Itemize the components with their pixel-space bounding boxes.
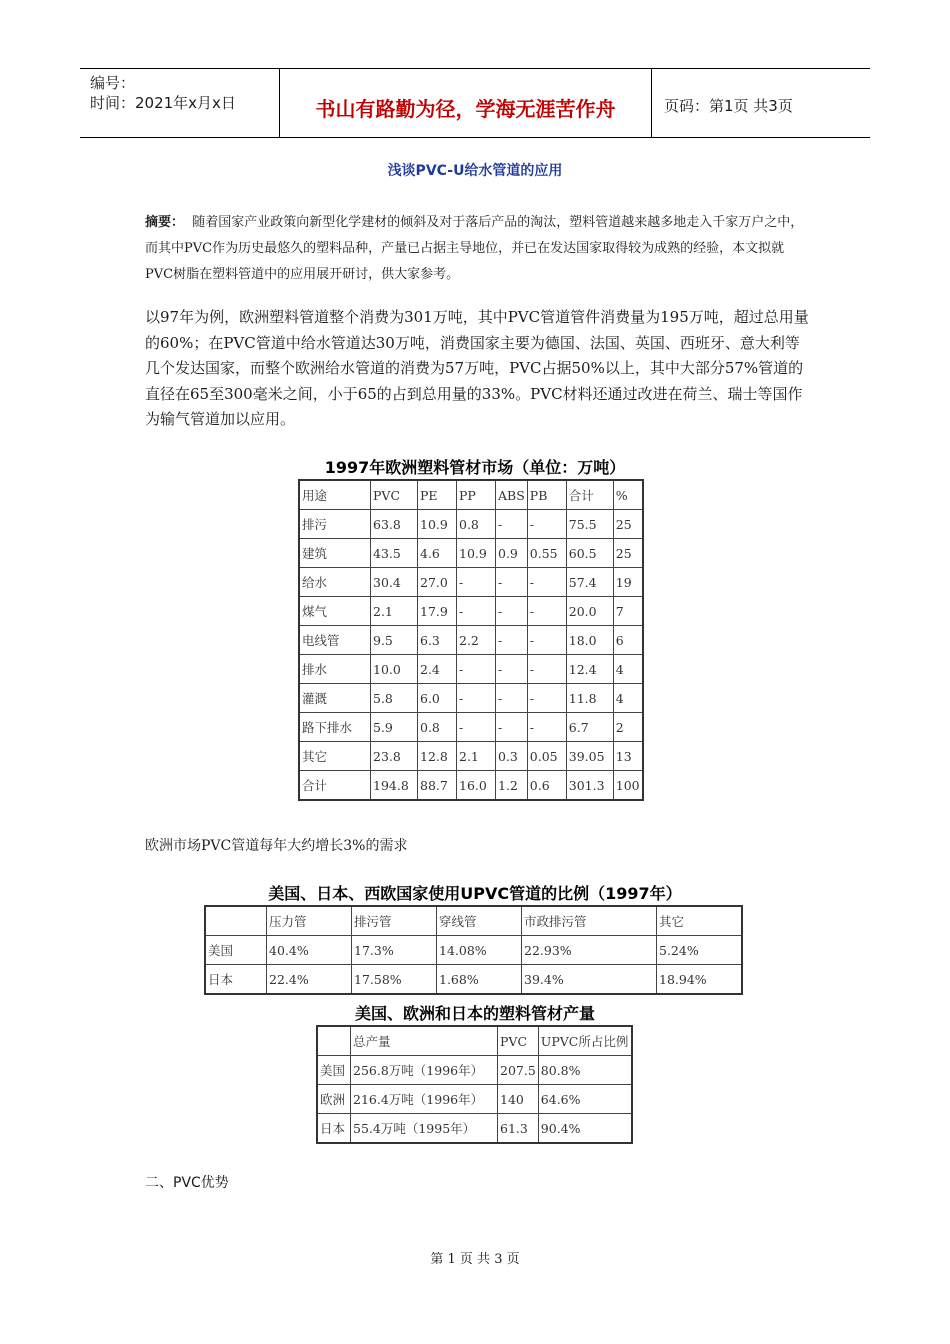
table-cell: 5.24% — [657, 936, 743, 965]
table-cell: - — [496, 684, 528, 713]
table-cell: 57.4 — [566, 568, 613, 597]
table-cell: 90.4% — [538, 1114, 632, 1144]
abstract-text: 随着国家产业政策向新型化学建材的倾斜及对于落后产品的淘汰，塑料管道越来越多地走入千家万户之中，而其中PVC作为历史最悠久的塑料品种，产量已占据主导地位，并已在发达国家取得较为成熟的经验，本文拟就PVC树脂在塑料管道中的应用展开研讨，供大家参考。 — [145, 215, 804, 282]
table-row — [317, 1056, 632, 1085]
table-cell: 12.8 — [418, 742, 457, 771]
table-row — [299, 771, 643, 801]
table-cell: 建筑 — [299, 539, 371, 568]
table-cell: 13 — [613, 742, 643, 771]
table-cell: 194.8 — [371, 771, 418, 801]
table-cell: 64.6% — [538, 1085, 632, 1114]
table-cell: 日本 — [205, 965, 267, 995]
table-header-cell: 排污管 — [352, 906, 437, 936]
table-cell: 5.8 — [371, 684, 418, 713]
table-cell: - — [527, 713, 566, 742]
table-cell: 灌溉 — [299, 684, 371, 713]
table-cell: 20.0 — [566, 597, 613, 626]
time-label: 时间：2021年x月x日 — [90, 94, 236, 112]
table-cell: - — [527, 568, 566, 597]
table-cell: 207.5 — [498, 1056, 539, 1085]
table-cell: 6.0 — [418, 684, 457, 713]
table-cell: - — [496, 713, 528, 742]
table-cell: 63.8 — [371, 510, 418, 539]
table-cell: 2.1 — [371, 597, 418, 626]
table-cell: 1.68% — [437, 965, 522, 995]
table-cell: - — [527, 626, 566, 655]
table-cell: - — [457, 684, 496, 713]
table-cell: 75.5 — [566, 510, 613, 539]
table-cell: 43.5 — [371, 539, 418, 568]
table-header-row — [299, 480, 643, 510]
table-cell: 美国 — [317, 1056, 351, 1085]
table-cell: 55.4万吨（1995年） — [351, 1114, 498, 1144]
table-cell: 39.05 — [566, 742, 613, 771]
table-header-cell: PVC — [498, 1026, 539, 1056]
table-cell: - — [496, 626, 528, 655]
table-header-cell: PP — [457, 480, 496, 510]
table-cell: 6.7 — [566, 713, 613, 742]
europe-market-table — [298, 479, 644, 801]
table-header-cell — [317, 1026, 351, 1056]
table-row — [299, 539, 643, 568]
section-heading: 二、PVC优势 — [145, 1175, 229, 1191]
table-header-cell: 合计 — [566, 480, 613, 510]
table-header-cell: PE — [418, 480, 457, 510]
table-cell: 其它 — [299, 742, 371, 771]
table-cell: 6 — [613, 626, 643, 655]
table-cell: 17.3% — [352, 936, 437, 965]
table-row — [299, 655, 643, 684]
table-cell: - — [457, 568, 496, 597]
table-cell: 煤气 — [299, 597, 371, 626]
table-cell: 1.2 — [496, 771, 528, 801]
table-cell: 301.3 — [566, 771, 613, 801]
table-cell: 39.4% — [522, 965, 657, 995]
table-header-cell: ABS — [496, 480, 528, 510]
table-cell: 6.3 — [418, 626, 457, 655]
table-cell: 256.8万吨（1996年） — [351, 1056, 498, 1085]
table-header-cell: 总产量 — [351, 1026, 498, 1056]
table-cell: - — [496, 655, 528, 684]
table3-caption: 美国、欧洲和日本的塑料管材产量 — [354, 1004, 595, 1023]
header-meta — [80, 69, 280, 137]
table-header-cell: PVC — [371, 480, 418, 510]
table-row — [299, 510, 643, 539]
table-cell: 17.58% — [352, 965, 437, 995]
table-cell: 排水 — [299, 655, 371, 684]
table-cell: 88.7 — [418, 771, 457, 801]
table-header-cell — [205, 906, 267, 936]
table-cell: - — [527, 655, 566, 684]
table-header-cell: PB — [527, 480, 566, 510]
table-cell: - — [496, 568, 528, 597]
table-row — [299, 597, 643, 626]
table-row — [299, 742, 643, 771]
table-cell: - — [457, 655, 496, 684]
table-cell: 电线管 — [299, 626, 371, 655]
table-header-cell: UPVC所占比例 — [538, 1026, 632, 1056]
table-cell: 10.9 — [418, 510, 457, 539]
table-cell: 12.4 — [566, 655, 613, 684]
table-cell: 17.9 — [418, 597, 457, 626]
table-cell: - — [457, 597, 496, 626]
table-cell: 0.8 — [418, 713, 457, 742]
table-header-row — [205, 906, 742, 936]
table-cell: 2 — [613, 713, 643, 742]
table-cell: 0.3 — [496, 742, 528, 771]
table-cell: 100 — [613, 771, 643, 801]
table-cell: 合计 — [299, 771, 371, 801]
table-cell: 22.4% — [267, 965, 352, 995]
table-row — [205, 936, 742, 965]
table-cell: 19 — [613, 568, 643, 597]
table-cell: 216.4万吨（1996年） — [351, 1085, 498, 1114]
table-cell: - — [527, 597, 566, 626]
table-header-cell: 其它 — [657, 906, 743, 936]
table-cell: 14.08% — [437, 936, 522, 965]
table-cell: 排污 — [299, 510, 371, 539]
table-cell: 0.6 — [527, 771, 566, 801]
table-row — [299, 713, 643, 742]
table-cell: - — [496, 597, 528, 626]
table-cell: - — [527, 684, 566, 713]
table1-caption: 1997年欧洲塑料管材市场（单位：万吨） — [324, 458, 626, 477]
table-cell: 22.93% — [522, 936, 657, 965]
table-cell: 10.9 — [457, 539, 496, 568]
table-cell: 4 — [613, 655, 643, 684]
table-cell: 0.55 — [527, 539, 566, 568]
table-row — [317, 1114, 632, 1144]
table-cell: 18.94% — [657, 965, 743, 995]
table2-caption: 美国、日本、西欧国家使用UPVC管道的比例（1997年） — [268, 884, 682, 903]
abstract-label: 摘要： — [145, 215, 185, 230]
table-cell: 0.05 — [527, 742, 566, 771]
table-cell: 140 — [498, 1085, 539, 1114]
table-cell: 0.9 — [496, 539, 528, 568]
table-header-cell: 市政排污管 — [522, 906, 657, 936]
table-cell: 4.6 — [418, 539, 457, 568]
table-cell: 9.5 — [371, 626, 418, 655]
body-paragraph: 以97年为例，欧洲塑料管道整个消费为301万吨，其中PVC管道管件消费量为195万吨，超过总用量的60%；在PVC管道中给水管道达30万吨，消费国家主要为德国、法国、英国、西班牙、意大利等几个发达国家，而整个欧洲给水管道的消费为57万吨，PVC占据50%以上，其中大部分57%管道的直径在65至300毫米之间，小于65的占到总用量的33%。PVC材料还通过改进在荷兰、瑞士等国作为输气管道加以应用。 — [145, 308, 809, 428]
table-row — [205, 965, 742, 995]
table-cell: 30.4 — [371, 568, 418, 597]
table-cell: 2.1 — [457, 742, 496, 771]
table-cell: 61.3 — [498, 1114, 539, 1144]
table-cell: - — [527, 510, 566, 539]
number-label: 编号： — [90, 74, 136, 92]
document-title: 浅谈PVC-U给水管道的应用 — [387, 163, 563, 179]
table-cell: 80.8% — [538, 1056, 632, 1085]
table-cell: 27.0 — [418, 568, 457, 597]
table-cell: 5.9 — [371, 713, 418, 742]
table-cell: 16.0 — [457, 771, 496, 801]
page-header — [80, 68, 870, 138]
header-motto: 书山有路勤为径，学海无涯苦作舟 — [280, 69, 652, 137]
table-cell: 2.4 — [418, 655, 457, 684]
upvc-ratio-table — [204, 905, 743, 995]
table-cell: 40.4% — [267, 936, 352, 965]
table-cell: 18.0 — [566, 626, 613, 655]
table-row — [299, 684, 643, 713]
table-row — [317, 1085, 632, 1114]
table-cell: 23.8 — [371, 742, 418, 771]
table-header-row — [317, 1026, 632, 1056]
abstract — [145, 210, 810, 288]
table-header-cell: 压力管 — [267, 906, 352, 936]
table-cell: 60.5 — [566, 539, 613, 568]
table-cell: 25 — [613, 539, 643, 568]
table-header-cell: 用途 — [299, 480, 371, 510]
table-cell: - — [496, 510, 528, 539]
table-cell: 10.0 — [371, 655, 418, 684]
page-footer: 第 1 页 共 3 页 — [430, 1252, 520, 1267]
table-cell: 25 — [613, 510, 643, 539]
production-table — [316, 1025, 633, 1144]
header-page-info: 页码：第1页 共3页 — [664, 96, 793, 115]
table-row — [299, 568, 643, 597]
table-cell: 路下排水 — [299, 713, 371, 742]
table-cell: 7 — [613, 597, 643, 626]
table-header-cell: % — [613, 480, 643, 510]
table-cell: 2.2 — [457, 626, 496, 655]
table-cell: - — [457, 713, 496, 742]
table-header-cell: 穿线管 — [437, 906, 522, 936]
table-cell: 给水 — [299, 568, 371, 597]
table-cell: 4 — [613, 684, 643, 713]
table-cell: 11.8 — [566, 684, 613, 713]
table-cell: 欧洲 — [317, 1085, 351, 1114]
growth-note: 欧洲市场PVC管道每年大约增长3%的需求 — [145, 838, 408, 854]
table-cell: 美国 — [205, 936, 267, 965]
table-cell: 日本 — [317, 1114, 351, 1144]
table-row — [299, 626, 643, 655]
table-cell: 0.8 — [457, 510, 496, 539]
